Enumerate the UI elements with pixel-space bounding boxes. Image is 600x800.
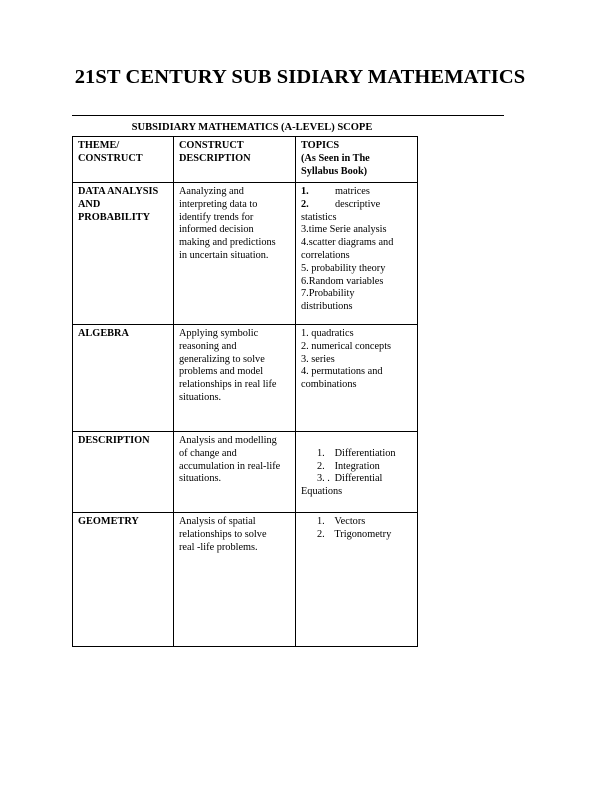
topics-cell — [296, 513, 418, 647]
description-line: informed decision — [179, 224, 254, 236]
topic-item — [301, 461, 413, 474]
topics-cell — [296, 325, 418, 432]
topic-text: matrices — [335, 186, 370, 197]
description-line: accumulation in real-life — [179, 460, 281, 472]
table-row — [73, 432, 418, 513]
topic-item — [301, 516, 413, 529]
topic-line: statistics — [301, 211, 337, 223]
topic-item — [301, 448, 413, 461]
header-construct — [174, 137, 296, 183]
description-line: relationships to solve — [179, 528, 267, 540]
theme-cell — [73, 513, 174, 647]
description-line: generalizing to solve — [179, 353, 265, 365]
table-row — [73, 325, 418, 432]
description-line: situations. — [179, 391, 222, 403]
theme-cell — [73, 325, 174, 432]
table-header-row — [73, 137, 418, 183]
description-line: Applying symbolic — [179, 328, 259, 339]
description-line: Analysis and modelling — [179, 435, 277, 446]
topic-text: Differential — [334, 473, 383, 485]
topic-line: 1. quadratics — [301, 328, 354, 339]
theme-line: GEOMETRY — [78, 516, 139, 527]
header-construct-line: CONSTRUCT — [179, 140, 244, 151]
topic-number: 2. — [301, 198, 309, 210]
topic-item — [301, 199, 413, 212]
topic-text: Vectors — [334, 516, 366, 527]
topic-line: 7.Probability — [301, 288, 355, 300]
document-title: 21ST CENTURY SUB SIDIARY MATHEMATICS — [74, 66, 526, 88]
description-cell — [174, 432, 296, 513]
scope-table — [72, 136, 418, 647]
header-theme — [73, 137, 174, 183]
theme-line: PROBABILITY — [78, 211, 151, 223]
description-line: making and predictions — [179, 237, 276, 249]
topic-line: combinations — [301, 379, 357, 391]
topic-line: 6.Random variables — [301, 275, 384, 287]
topic-line: 2. numerical concepts — [301, 340, 392, 352]
topic-text: Trigonometry — [334, 528, 392, 540]
description-cell — [174, 325, 296, 432]
description-line: identify trends for — [179, 211, 254, 223]
table-caption: SUBSIDIARY MATHEMATICS (A-LEVEL) SCOPE — [131, 122, 373, 133]
table-row — [73, 513, 418, 647]
topic-item — [301, 473, 413, 486]
header-topics — [296, 137, 418, 183]
theme-cell — [73, 432, 174, 513]
description-line: Aanalyzing and — [179, 186, 244, 197]
description-line: of change and — [179, 447, 237, 459]
description-line: in uncertain situation. — [179, 249, 269, 261]
topics-cell — [296, 432, 418, 513]
topic-number: 1. — [317, 516, 325, 527]
topics-cell — [296, 183, 418, 325]
description-cell — [174, 513, 296, 647]
topic-number: 1. — [317, 447, 325, 459]
theme-cell — [73, 183, 174, 325]
topic-line: 3.time Serie analysis — [301, 224, 387, 236]
topic-item — [301, 529, 413, 542]
title-divider — [72, 115, 504, 116]
description-line: reasoning and — [179, 340, 237, 352]
theme-line: AND — [78, 198, 101, 210]
description-line: Analysis of spatial — [179, 516, 256, 527]
topic-line: 4. permutations and — [301, 366, 383, 378]
header-theme-line: THEME/ — [78, 140, 120, 151]
header-construct-line: DESCRIPTION — [179, 152, 251, 164]
description-line: relationships in real life — [179, 379, 277, 391]
topic-item — [301, 186, 413, 199]
topic-line: distributions — [301, 301, 353, 313]
topic-number: 1. — [301, 186, 309, 197]
description-line: problems and model — [179, 366, 264, 378]
topic-spacer — [301, 435, 413, 448]
description-line: situations. — [179, 473, 222, 485]
theme-line: ALGEBRA — [78, 328, 129, 339]
topic-number: 2. — [317, 460, 325, 472]
topic-text: descriptive — [335, 198, 381, 210]
description-line: real -life problems. — [179, 541, 258, 553]
topic-number: 3. . — [317, 473, 330, 485]
topic-line: Equations — [301, 486, 343, 498]
topic-text: Integration — [334, 460, 380, 472]
theme-line: DESCRIPTION — [78, 435, 150, 446]
topic-line: correlations — [301, 249, 350, 261]
header-topics-line: Syllabus Book) — [301, 165, 368, 177]
topic-line: 3. series — [301, 353, 335, 365]
table-row — [73, 183, 418, 325]
header-topics-line: (As Seen in The — [301, 152, 370, 164]
topic-number: 2. — [317, 528, 325, 540]
topic-text: Differentiation — [334, 447, 396, 459]
header-topics-line: TOPICS — [301, 140, 340, 151]
description-line: interpreting data to — [179, 198, 258, 210]
topic-line: 4.scatter diagrams and — [301, 237, 394, 249]
description-cell — [174, 183, 296, 325]
header-theme-line: CONSTRUCT — [78, 152, 143, 164]
theme-line: DATA ANALYSIS — [78, 186, 159, 197]
topic-line: 5. probability theory — [301, 262, 386, 274]
